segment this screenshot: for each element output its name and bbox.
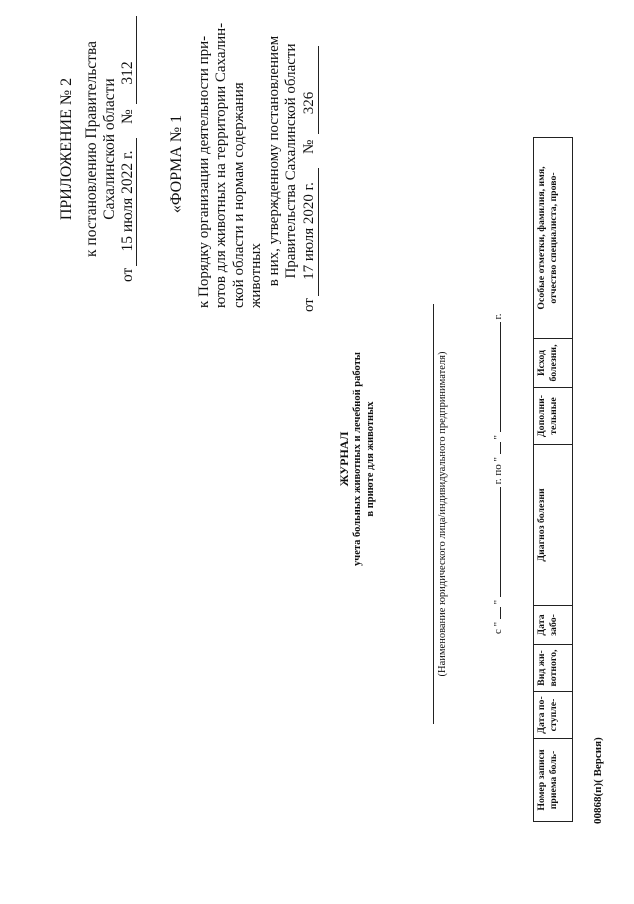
blank (500, 322, 501, 432)
form-line: ютов для животных на территории Сахалин- (213, 22, 229, 308)
header-text: отчество специалиста, прово- (548, 172, 559, 304)
appendix-block (58, 14, 139, 284)
date-underline (136, 138, 137, 266)
org-name-line (433, 304, 434, 724)
header-text: приема боль- (548, 750, 559, 810)
header-text: Особые отметки, фамилия, имя, (536, 166, 547, 310)
period-quote: " (492, 599, 504, 605)
header-text: тельные (548, 397, 559, 435)
period-line (492, 274, 504, 634)
period-from: с " (492, 621, 504, 634)
header-text: Дата (536, 614, 547, 636)
appendix-date: 15 июля 2022 г. (119, 150, 136, 252)
form-line: ской области и нормам содержания животных (230, 82, 264, 308)
date-underline (318, 168, 319, 296)
appendix-line: к постановлению Правительства (83, 41, 100, 257)
blank (500, 442, 501, 454)
org-caption: (Наименование юридического лица/индивидуального предпринимателя) (437, 351, 448, 677)
header-text: ступле- (548, 698, 559, 732)
form-date: 17 июля 2020 г. (300, 182, 317, 280)
header-text: Дата по- (536, 696, 547, 734)
header-text: Вид жи- (536, 650, 547, 686)
table-header-cell (534, 138, 573, 339)
date-prefix: от (300, 298, 317, 312)
header-text: Дополни- (536, 394, 547, 438)
blank (500, 487, 501, 597)
form-body (196, 14, 301, 314)
form-title: «ФОРМА № 1 (168, 114, 185, 214)
number-prefix: № (300, 139, 317, 154)
table-header-cell (534, 739, 573, 822)
header-text: забо- (548, 614, 559, 636)
form-line: в них, утвержденному постановлением (265, 35, 282, 287)
form-date-line (301, 14, 321, 314)
number-underline (136, 16, 137, 104)
appendix-line: Сахалинской области (101, 78, 118, 220)
header-text: вотного, (548, 649, 559, 687)
journal-title: ЖУРНАЛ (337, 431, 351, 487)
period-quote: " (492, 434, 504, 440)
form-line: к Порядку организации деятельности при- (195, 35, 212, 308)
table-header-cell (534, 645, 573, 692)
period-end: г. (492, 313, 504, 320)
document-footer: 00868(п)( Версия) (592, 737, 604, 824)
journal-subtitle: в приюте для животных (365, 401, 376, 517)
table-header-cell (534, 692, 573, 739)
appendix-title: ПРИЛОЖЕНИЕ № 2 (58, 77, 75, 221)
number-underline (318, 46, 319, 134)
form-block (168, 14, 321, 314)
form-number: 326 (300, 91, 317, 115)
appendix-date-line (119, 14, 139, 284)
table-header-cell (534, 445, 573, 606)
header-text: Номер записи (536, 749, 547, 811)
header-text: Исход (536, 350, 547, 376)
table-header-cell (534, 606, 573, 645)
period-to: г. по " (492, 456, 504, 485)
blank (500, 607, 501, 619)
header-text: Диагноз болезни (536, 488, 547, 562)
table-header-cell (534, 388, 573, 445)
header-text: болезни, (548, 344, 559, 382)
number-prefix: № (119, 109, 136, 124)
table-header-cell (534, 339, 573, 388)
journal-subtitle: учета больных животных и лечебной работы (352, 352, 363, 566)
form-line: Правительства Сахалинской области (283, 43, 299, 279)
table-header-row (534, 138, 573, 822)
date-prefix: от (119, 267, 136, 282)
journal-title-block (338, 304, 377, 614)
journal-table (533, 137, 573, 822)
appendix-number: 312 (119, 61, 136, 85)
